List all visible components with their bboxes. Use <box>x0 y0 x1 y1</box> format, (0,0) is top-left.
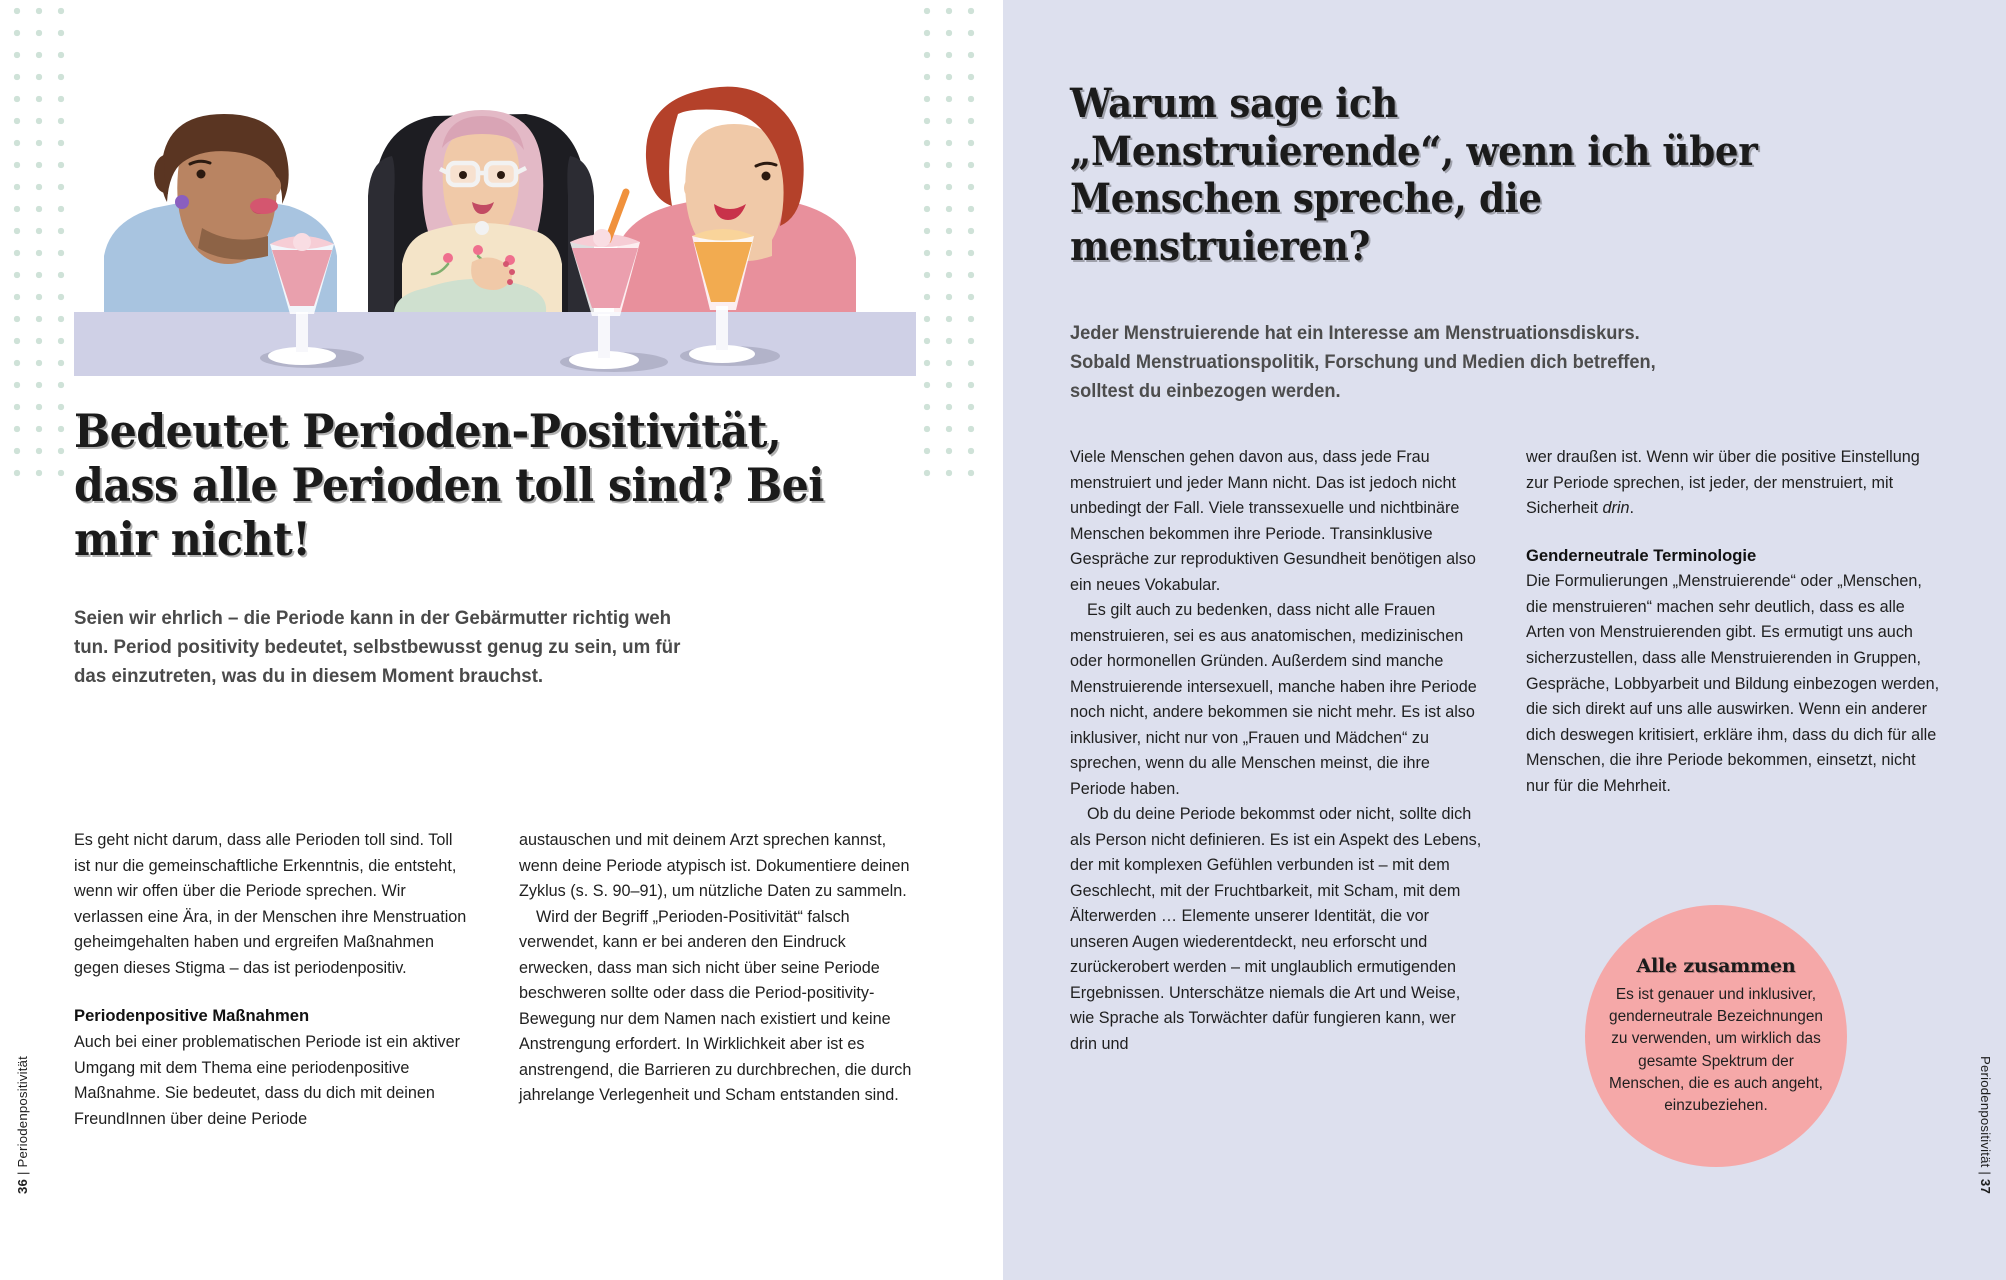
paragraph-text-post: . <box>1629 499 1634 518</box>
paragraph: Ob du deine Periode bekommst oder nicht, sollte dich als Person nicht definieren. Es ist ein Aspekt des Lebens, der mit komplexen Gefühlen verbunden ist – mit dem Geschlecht, mit der Fruchtbarkeit, mit Scham, mit dem Älterwerden … Elemente unserer Identität, die vor unseren Augen wiederentdeckt, neu erforscht und zurückerobert werden – mit unglaublich ermutigenden Ergebnissen. Unterschätze niemals die Art und Weise, wie Sprache als Torwächter dafür fungieren kann, wer drin und <box>1070 805 1482 1053</box>
folio-left <box>15 1056 30 1194</box>
folio-separator: | <box>1978 1171 1993 1176</box>
illustration-artwork <box>74 6 916 376</box>
paragraph: Wird der Begriff „Perioden-Positivität“ falsch verwendet, kann er bei anderen den Eindruck erwecken, dass man sich nicht über seine Periode beschweren sollte oder dass die Period-positivity-Bewegung nur dem Namen nach existiert und keine Anstrengung erfordert. In Wirklichkeit aber ist es anstrengend, die Barrieren zu durchbrechen, die durch jahrelange Verlegenheit und Scham entstanden sind. <box>519 907 912 1105</box>
right-page <box>1003 0 2006 1280</box>
left-page-heading: Bedeutet Perioden-Positivität, dass alle Perioden toll sind? Bei mir nicht! <box>74 404 824 567</box>
emphasis-drin: drin <box>1602 499 1630 518</box>
page-number: 36 <box>15 1178 30 1194</box>
dot-pattern-left <box>6 0 72 486</box>
paragraph: austauschen und mit deinem Arzt sprechen kannst, wenn deine Periode atypisch ist. Dokumentiere deinen Zyklus (s. S. 90–91), um nützliche Daten zu sammeln. <box>519 831 910 901</box>
paragraph: Es gilt auch zu bedenken, dass nicht alle Frauen menstruieren, sei es aus anatomischen, medizinischen oder hormonellen Gründen. Außerdem sind manche Menstruierende intersexuell, manche haben ihre Periode noch nicht, andere bekommen sie nicht mehr. Es ist also inklusiver, nicht nur von „Frauen und Mädchen“ zu sprechen, wenn du alle Menschen meinst, die ihre Periode haben. <box>1070 601 1477 798</box>
paragraph <box>1526 445 1940 522</box>
folio-section: Periodenpositivität <box>1978 1055 1993 1168</box>
subheading-genderneutrale-terminologie: Genderneutrale Terminologie <box>1526 545 1757 565</box>
callout-circle <box>1585 905 1847 1167</box>
folio-section: Periodenpositivität <box>15 1055 30 1168</box>
paragraph: Viele Menschen gehen davon aus, dass jede Frau menstruiert und jeder Mann nicht. Das ist jedoch nicht unbedingt der Fall. Viele transsexuelle und nichtbinäre Menschen bekommen ihre Periode. Transinklusive Gespräche zur reproduktiven Gesundheit benötigen also ein neues Vokabular. <box>1070 448 1476 594</box>
paragraph: Es geht nicht darum, dass alle Perioden toll sind. Toll ist nur die gemeinschaftliche Erkenntnis, die entsteht, wenn wir offen über die Periode sprechen. Wir verlassen eine Ära, in der Menschen ihre Menstruation geheimgehalten haben und ergreifen Maßnahmen gegen dieses Stigma – das ist periodenpositiv. <box>74 831 467 977</box>
left-page-text <box>74 404 916 691</box>
left-page-columns <box>74 828 916 1132</box>
subheading-periodenpositive-massnahmen: Periodenpositive Maßnahmen <box>74 1006 310 1026</box>
callout-title: Alle zusammen <box>1636 954 1796 977</box>
folio-right <box>1978 1056 1993 1194</box>
paragraph: Die Formulierungen „Menstruierende“ oder „Menschen, die menstruieren“ machen sehr deutlich, dass es alle Arten von Menstruierenden gibt. Es ermutigt uns auch sicherzustellen, dass alle Menstruierenden in Gruppen, Gespräche, Lobbyarbeit und Bildung einbezogen werden, die sich direkt auf uns alle auswirken. Wenn ein anderer dich deswegen kritisiert, erkläre ihm, dass du dich für alle Menschen, die ihre Periode bekommen, einsetzt, nicht nur für die Mehrheit. <box>1526 572 1940 795</box>
right-page-lead: Jeder Menstruierende hat ein Interesse am Menstruationsdiskurs. Sobald Menstruationspolitik, Forschung und Medien dich betreffen, solltest du einbezogen werden. <box>1070 323 1656 402</box>
page-number: 37 <box>1978 1178 1993 1194</box>
right-page-heading: Warum sage ich „Menstruierende“, wenn ich über Menschen spreche, die menstruieren? <box>1070 80 1758 270</box>
left-column-1 <box>74 828 471 1132</box>
paragraph-text-pre: wer draußen ist. Wenn wir über die positive Einstellung zur Periode sprechen, ist jeder, der menstruiert, mit Sicherheit <box>1526 448 1920 518</box>
right-column-1 <box>1070 445 1484 1057</box>
callout-body: Es ist genauer und inklusiver, genderneutrale Bezeichnungen zu verwenden, um wirklich das gesamte Spektrum der Menschen, die es auch angeht, einzubeziehen. <box>1609 985 1823 1114</box>
paragraph: Auch bei einer problematischen Periode ist ein aktiver Umgang mit dem Thema eine periodenpositive Maßnahme. Sie bedeutet, dass du dich mit deinen FreundInnen über deine Periode <box>74 1032 461 1128</box>
illustration <box>74 6 916 376</box>
left-column-2 <box>519 828 916 1132</box>
dot-pattern-right <box>916 0 982 486</box>
left-page-lead: Seien wir ehrlich – die Periode kann in der Gebärmutter richtig weh tun. Period positivity bedeutet, selbstbewusst genug zu sein, um für das einzutreten, was du in diesem Moment brauchst. <box>74 607 681 688</box>
folio-separator: | <box>15 1171 30 1176</box>
